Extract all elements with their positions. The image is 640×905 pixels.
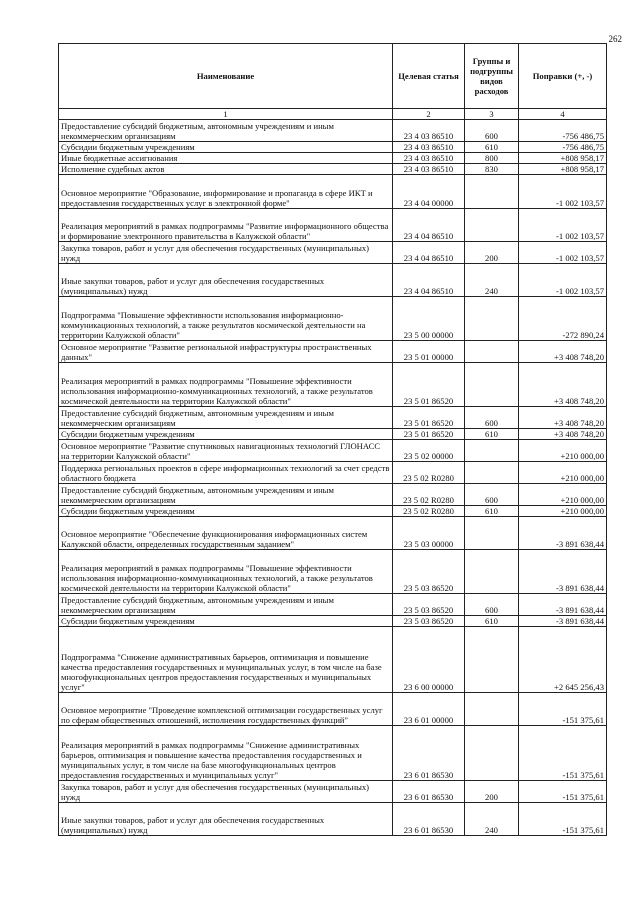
row-type (465, 550, 519, 594)
header-type: Группы и подгруппы видов расходов (465, 44, 519, 109)
row-amount: +3 408 748,20 (519, 363, 607, 407)
table-row (59, 429, 607, 440)
row-type: 200 (465, 781, 519, 803)
row-name: Поддержка региональных проектов в сфере информационных технологий за счет средств областного бюджета (59, 462, 393, 484)
row-amount: -1 002 103,57 (519, 242, 607, 264)
row-amount: +2 645 256,43 (519, 627, 607, 693)
row-name: Закупка товаров, работ и услуг для обеспечения государственных (муниципальных) нужд (59, 781, 393, 803)
row-amount: +3 408 748,20 (519, 407, 607, 429)
row-name: Основное мероприятие "Обеспечение функционирования информационных систем Калужской области, определенных государственным заданием" (59, 517, 393, 550)
table-row (59, 153, 607, 164)
table-row (59, 440, 607, 462)
table-row (59, 517, 607, 550)
row-name: Реализация мероприятий в рамках подпрограммы "Развитие информационного общества и формирование электронного правительства в Калужской области" (59, 209, 393, 242)
row-name: Иные закупки товаров, работ и услуг для обеспечения государственных (муниципальных) нужд (59, 264, 393, 297)
row-type: 600 (465, 407, 519, 429)
row-name: Исполнение судебных актов (59, 164, 393, 175)
row-amount: -272 890,24 (519, 297, 607, 341)
column-number: 4 (519, 109, 607, 120)
row-amount: -151 375,61 (519, 726, 607, 781)
row-code: 23 5 02 R0280 (393, 506, 465, 517)
table-row (59, 142, 607, 153)
row-amount: -3 891 638,44 (519, 517, 607, 550)
table-row (59, 363, 607, 407)
table-row (59, 120, 607, 142)
row-code: 23 4 04 86510 (393, 264, 465, 297)
column-number: 1 (59, 109, 393, 120)
row-name: Иные закупки товаров, работ и услуг для обеспечения государственных (муниципальных) нужд (59, 803, 393, 836)
column-number: 3 (465, 109, 519, 120)
row-type (465, 517, 519, 550)
budget-table (58, 43, 607, 836)
row-type: 610 (465, 616, 519, 627)
row-type: 830 (465, 164, 519, 175)
table-row (59, 209, 607, 242)
table-row (59, 594, 607, 616)
row-code: 23 5 01 86520 (393, 363, 465, 407)
table-row (59, 781, 607, 803)
row-amount: +210 000,00 (519, 506, 607, 517)
row-code: 23 5 03 86520 (393, 594, 465, 616)
row-code: 23 5 01 86520 (393, 407, 465, 429)
row-amount: -756 486,75 (519, 120, 607, 142)
row-type (465, 627, 519, 693)
row-type: 600 (465, 484, 519, 506)
row-name: Реализация мероприятий в рамках подпрограммы "Снижение административных барьеров, оптимизация и повышение качества предоставления государственных и муниципальных услуг, в том числе на базе многофункциональных центров предоставления государственных и муниципальных услуг" (59, 726, 393, 781)
table-row (59, 297, 607, 341)
row-name: Предоставление субсидий бюджетным, автономным учреждениям и иным некоммерческим организациям (59, 120, 393, 142)
row-amount: -3 891 638,44 (519, 550, 607, 594)
row-amount: -1 002 103,57 (519, 175, 607, 209)
row-type (465, 297, 519, 341)
table-row (59, 726, 607, 781)
row-amount: +210 000,00 (519, 462, 607, 484)
header-code: Целевая статья (393, 44, 465, 109)
row-code: 23 4 03 86510 (393, 164, 465, 175)
row-name: Закупка товаров, работ и услуг для обеспечения государственных (муниципальных) нужд (59, 242, 393, 264)
row-name: Предоставление субсидий бюджетным, автономным учреждениям и иным некоммерческим организациям (59, 594, 393, 616)
table-row (59, 550, 607, 594)
row-type (465, 175, 519, 209)
row-code: 23 4 04 86510 (393, 209, 465, 242)
row-code: 23 5 03 00000 (393, 517, 465, 550)
row-amount: +210 000,00 (519, 440, 607, 462)
row-code: 23 4 04 00000 (393, 175, 465, 209)
row-amount: -3 891 638,44 (519, 594, 607, 616)
row-name: Основное мероприятие "Проведение комплексной оптимизации государственных услуг по сферам общественных отношений, исполнения государственных функций" (59, 693, 393, 726)
row-amount: +210 000,00 (519, 484, 607, 506)
table-row (59, 462, 607, 484)
table-row (59, 484, 607, 506)
row-code: 23 6 00 00000 (393, 627, 465, 693)
column-number-row (59, 109, 607, 120)
row-type (465, 341, 519, 363)
row-amount: -1 002 103,57 (519, 209, 607, 242)
row-name: Субсидии бюджетным учреждениям (59, 142, 393, 153)
row-type: 610 (465, 142, 519, 153)
row-name: Реализация мероприятий в рамках подпрограммы "Повышение эффективности использования информационно-коммуникационных технологий, а также результатов космической деятельности на территории Калужской области" (59, 363, 393, 407)
row-amount: -1 002 103,57 (519, 264, 607, 297)
row-code: 23 4 03 86510 (393, 120, 465, 142)
row-type: 600 (465, 120, 519, 142)
row-amount: +3 408 748,20 (519, 341, 607, 363)
row-name: Субсидии бюджетным учреждениям (59, 616, 393, 627)
row-type: 800 (465, 153, 519, 164)
row-type: 240 (465, 264, 519, 297)
row-name: Иные бюджетные ассигнования (59, 153, 393, 164)
row-code: 23 4 04 86510 (393, 242, 465, 264)
row-amount: -151 375,61 (519, 693, 607, 726)
row-name: Подпрограмма "Повышение эффективности использования информационно-коммуникационных технологий, а также результатов космической деятельности на территории Калужской области" (59, 297, 393, 341)
header-name: Наименование (59, 44, 393, 109)
row-type: 240 (465, 803, 519, 836)
table-row (59, 803, 607, 836)
row-amount: -756 486,75 (519, 142, 607, 153)
header-amount: Поправки (+, -) (519, 44, 607, 109)
row-name: Основное мероприятие "Образование, информирование и пропаганда в сфере ИКТ и предоставления государственных услуг в электронной форме" (59, 175, 393, 209)
row-type: 610 (465, 429, 519, 440)
row-code: 23 5 00 00000 (393, 297, 465, 341)
row-amount: -3 891 638,44 (519, 616, 607, 627)
row-code: 23 6 01 86530 (393, 726, 465, 781)
row-code: 23 5 02 R0280 (393, 484, 465, 506)
table-header-row (59, 44, 607, 109)
row-code: 23 5 03 86520 (393, 616, 465, 627)
row-type (465, 363, 519, 407)
row-code: 23 5 02 R0280 (393, 462, 465, 484)
row-name: Субсидии бюджетным учреждениям (59, 429, 393, 440)
row-code: 23 5 01 00000 (393, 341, 465, 363)
row-code: 23 6 01 86530 (393, 803, 465, 836)
row-type (465, 726, 519, 781)
page-number: 262 (608, 34, 622, 44)
row-type: 600 (465, 594, 519, 616)
row-type (465, 462, 519, 484)
table-row (59, 264, 607, 297)
row-amount: +808 958,17 (519, 164, 607, 175)
row-name: Основное мероприятие "Развитие спутниковых навигационных технологий ГЛОНАСС на территории Калужской области" (59, 440, 393, 462)
table-row (59, 627, 607, 693)
row-amount: +3 408 748,20 (519, 429, 607, 440)
row-code: 23 6 01 86530 (393, 781, 465, 803)
row-code: 23 6 01 00000 (393, 693, 465, 726)
row-name: Подпрограмма "Снижение административных барьеров, оптимизация и повышение качества предоставления государственных и муниципальных услуг, в том числе на базе многофункциональных центров предоставления государственных и муниципальных услуг" (59, 627, 393, 693)
row-amount: +808 958,17 (519, 153, 607, 164)
table-row (59, 407, 607, 429)
row-code: 23 5 03 86520 (393, 550, 465, 594)
row-name: Предоставление субсидий бюджетным, автономным учреждениям и иным некоммерческим организациям (59, 484, 393, 506)
row-type: 610 (465, 506, 519, 517)
row-amount: -151 375,61 (519, 781, 607, 803)
row-name: Основное мероприятие "Развитие региональной инфраструктуры пространственных данных" (59, 341, 393, 363)
row-amount: -151 375,61 (519, 803, 607, 836)
row-type (465, 209, 519, 242)
row-name: Субсидии бюджетным учреждениям (59, 506, 393, 517)
table-row (59, 341, 607, 363)
column-number: 2 (393, 109, 465, 120)
row-type (465, 440, 519, 462)
table-row (59, 506, 607, 517)
table-row (59, 164, 607, 175)
row-name: Реализация мероприятий в рамках подпрограммы "Повышение эффективности использования информационно-коммуникационных технологий, а также результатов космической деятельности на территории Калужской области" (59, 550, 393, 594)
table-row (59, 616, 607, 627)
row-code: 23 4 03 86510 (393, 142, 465, 153)
row-code: 23 4 03 86510 (393, 153, 465, 164)
table-row (59, 693, 607, 726)
table-row (59, 242, 607, 264)
table-row (59, 175, 607, 209)
row-code: 23 5 02 00000 (393, 440, 465, 462)
row-type: 200 (465, 242, 519, 264)
row-name: Предоставление субсидий бюджетным, автономным учреждениям и иным некоммерческим организациям (59, 407, 393, 429)
row-type (465, 693, 519, 726)
row-code: 23 5 01 86520 (393, 429, 465, 440)
